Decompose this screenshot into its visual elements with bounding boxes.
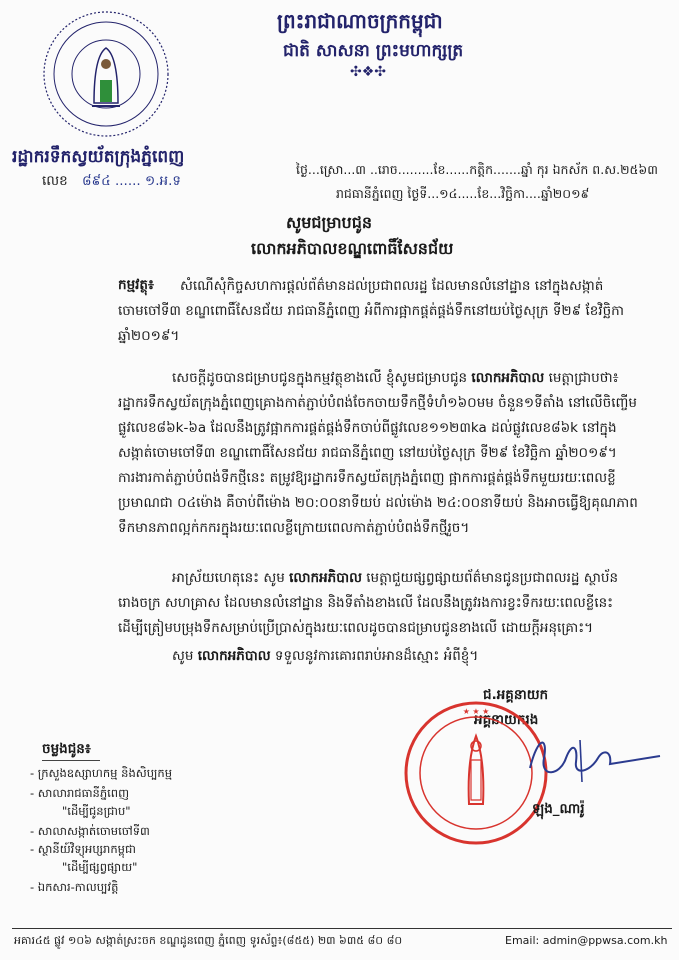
recipient-item-2: - សាលារាជធានីភ្នំពេញ: [30, 786, 130, 800]
p1-text-before: សេចក្តីដូចបានជម្រាបជូនក្នុងកម្មវត្ថុខាងលើ ខ្ញុំសូមជម្រាបជូន: [172, 370, 468, 386]
body-paragraph-1: [118, 366, 638, 541]
recipient-item-5: - ស្ថានីយ៍វិទ្យុអប្សរាកម្ពុជា: [30, 842, 136, 856]
p3-text-before: សូម: [172, 648, 194, 664]
on-behalf-label: ជ.អគ្គនាយក: [483, 687, 549, 703]
motto-heading: ជាតិ សាសនា ព្រះមហាក្សត្រ: [283, 41, 464, 61]
p3-highlight: លោកអភិបាល: [197, 648, 271, 664]
recipient-title: លោកអភិបាលខណ្ឌពោធិ៍សែនជ័យ: [251, 239, 454, 258]
lunar-date: ថ្ងៃ...ស្រោ...៣ ..រោច.........ខែ......កត្ដិក.......ឆ្នាំ កុរ ឯកស័ក ព.ស.២៥៦៣: [296, 162, 658, 177]
p1-text-after: មេត្តាជ្រាបថា៖ រដ្ឋាករទឹកស្វយ័តក្រុងភ្នំពេញគ្រោងកាត់ភ្ជាប់បំពង់ចែកចាយទឹកថ្មីទំហំ១៦០មម ចំនួន១ទីតាំង នៅលើចិញ្ចើមផ្លូវលេខ៨៦k-៦a ដែលនឹងត្រូវផ្អាកការផ្គត់ផ្គង់ទឹកចាប់ពីផ្លូវលេខ១១២៣ka ដល់ផ្លូវលេខ៨៦k នៅក្នុងសង្កាត់ចោមចៅទី៣ ខណ្ឌពោធិ៍សែនជ័យ រាជធានីភ្នំពេញ នៅយប់ថ្ងៃសុក្រ ទី២៩ ខែវិច្ឆិកា ឆ្នាំ២០១៩។ ការងារកាត់ភ្ជាប់បំពង់ទឹកថ្មីនេះ តម្រូវឱ្យរដ្ឋាករទឹកស្វយ័តក្រុងភ្នំពេញ ផ្អាកការផ្គត់ផ្គង់ទឹកមួយរយៈពេលខ្លីប្រមាណជា ០៤ម៉ោង គឺចាប់ពីម៉ោង ២០:០០នាទីយប់ ដល់ម៉ោង ២៤:០០នាទីយប់ និងអាចធ្វើឱ្យគុណភាពទឹកមានភាពល្អក់កករក្នុងរយៈពេលខ្លីក្រោយពេលកាត់ភ្ជាប់បំពង់ទឹកថ្មីរួច។: [118, 370, 638, 536]
solar-date: រាជធានីភ្នំពេញ ថ្ងៃទី...១៤.....ខែ...វិច្ឆិកា....ឆ្នាំ២០១៩: [336, 186, 590, 201]
copy-to-underline: [42, 760, 100, 761]
reference-number: ៨៩៤ ...... ១.អ.ទ: [82, 173, 181, 189]
recipient-item-6: "ដើម្បីផ្សព្វផ្សាយ": [62, 860, 138, 874]
kingdom-heading: ព្រះរាជាណាចក្រកម្ពុជា: [277, 9, 443, 33]
motto-ornament: ✣❖✣: [350, 64, 387, 80]
reference-label: លេខ: [42, 173, 68, 189]
subject-label: កម្មវត្ថុ៖: [118, 277, 154, 293]
organization-name: រដ្ឋាករទឹកស្វយ័តក្រុងភ្នំពេញ: [12, 147, 185, 167]
recipient-item-7: - ឯកសារ-កាលប្បវត្តិ: [30, 880, 119, 894]
p2-text-before: អាស្រ័យហេតុនេះ សូម: [172, 570, 285, 586]
body-paragraph-2: [118, 566, 638, 641]
footer-email: Email: admin@ppwsa.com.kh: [505, 934, 668, 947]
copy-to-heading: ចម្លងជូន៖: [42, 741, 91, 757]
subject-body: សំណើសុំកិច្ចសហការផ្តល់ព័ត៌មានដល់ប្រជាពលរដ្ឋ ដែលមានលំនៅដ្ឋាន នៅក្នុងសង្កាត់ចោមចៅទី៣ ខណ្ឌពោធិ៍សែនជ័យ រាជធានីភ្នំពេញ អំពីការផ្អាកផ្គត់ផ្គង់ទឹកនៅយប់ថ្ងៃសុក្រ ទី២៩ ខែវិច្ឆិកា ឆ្នាំ២០១៩។: [118, 278, 625, 344]
p2-text-after: មេត្តាជួយផ្សព្វផ្សាយព័ត៌មានជូនប្រជាពលរដ្ឋ ស្ថាប័ន រោងចក្រ សហគ្រាស ដែលមានលំនៅដ្ឋាន និងទីតាំងខាងលើ ដែលនឹងត្រូវរងការខ្វះទឹករយៈពេលខ្លីនេះ ដើម្បីត្រៀមបម្រុងទឹកសម្រាប់ប្រើប្រាស់ក្នុងរយៈពេលដូចបានជម្រាបជូនខាងលើ ដោយក្តីអនុគ្រោះ។: [118, 570, 619, 636]
handwritten-signature: [520, 728, 670, 788]
body-paragraph-3: [118, 644, 638, 669]
footer-rule: [12, 928, 672, 929]
footer-address: អគារ៤៥ ផ្លូវ ១០៦ សង្កាត់ស្រះចក ខណ្ឌដូនពេញ ភ្នំពេញ ទូរស័ព្ទ៖(៨៥៥) ២៣ ៦៣៥ ៨០ ៨០: [14, 934, 403, 947]
p2-highlight: លោកអភិបាល: [289, 570, 362, 586]
subject-text: [118, 274, 638, 349]
svg-text:★ ★ ★: ★ ★ ★: [462, 707, 490, 716]
ppwsa-logo: [40, 8, 172, 140]
signer-name: ឡុង_ណារ៉ូ: [532, 801, 585, 817]
recipient-item-3: "ដើម្បីជូនជ្រាប": [62, 804, 131, 818]
salutation-title: សូមជម្រាបជូន: [286, 213, 373, 232]
signer-position: អគ្គនាយករង: [474, 712, 539, 728]
recipient-item-1: - ក្រសួងឧស្សាហកម្ម និងសិប្បកម្ម: [30, 766, 173, 780]
p1-highlight: លោកអភិបាល: [471, 370, 545, 386]
p3-text-after: ទទួលនូវការគោរពរាប់អានដ៏ស្មោះ អំពីខ្ញុំ។: [274, 648, 479, 664]
recipient-item-4: - សាលាសង្កាត់ចោមចៅទី៣: [30, 824, 150, 838]
